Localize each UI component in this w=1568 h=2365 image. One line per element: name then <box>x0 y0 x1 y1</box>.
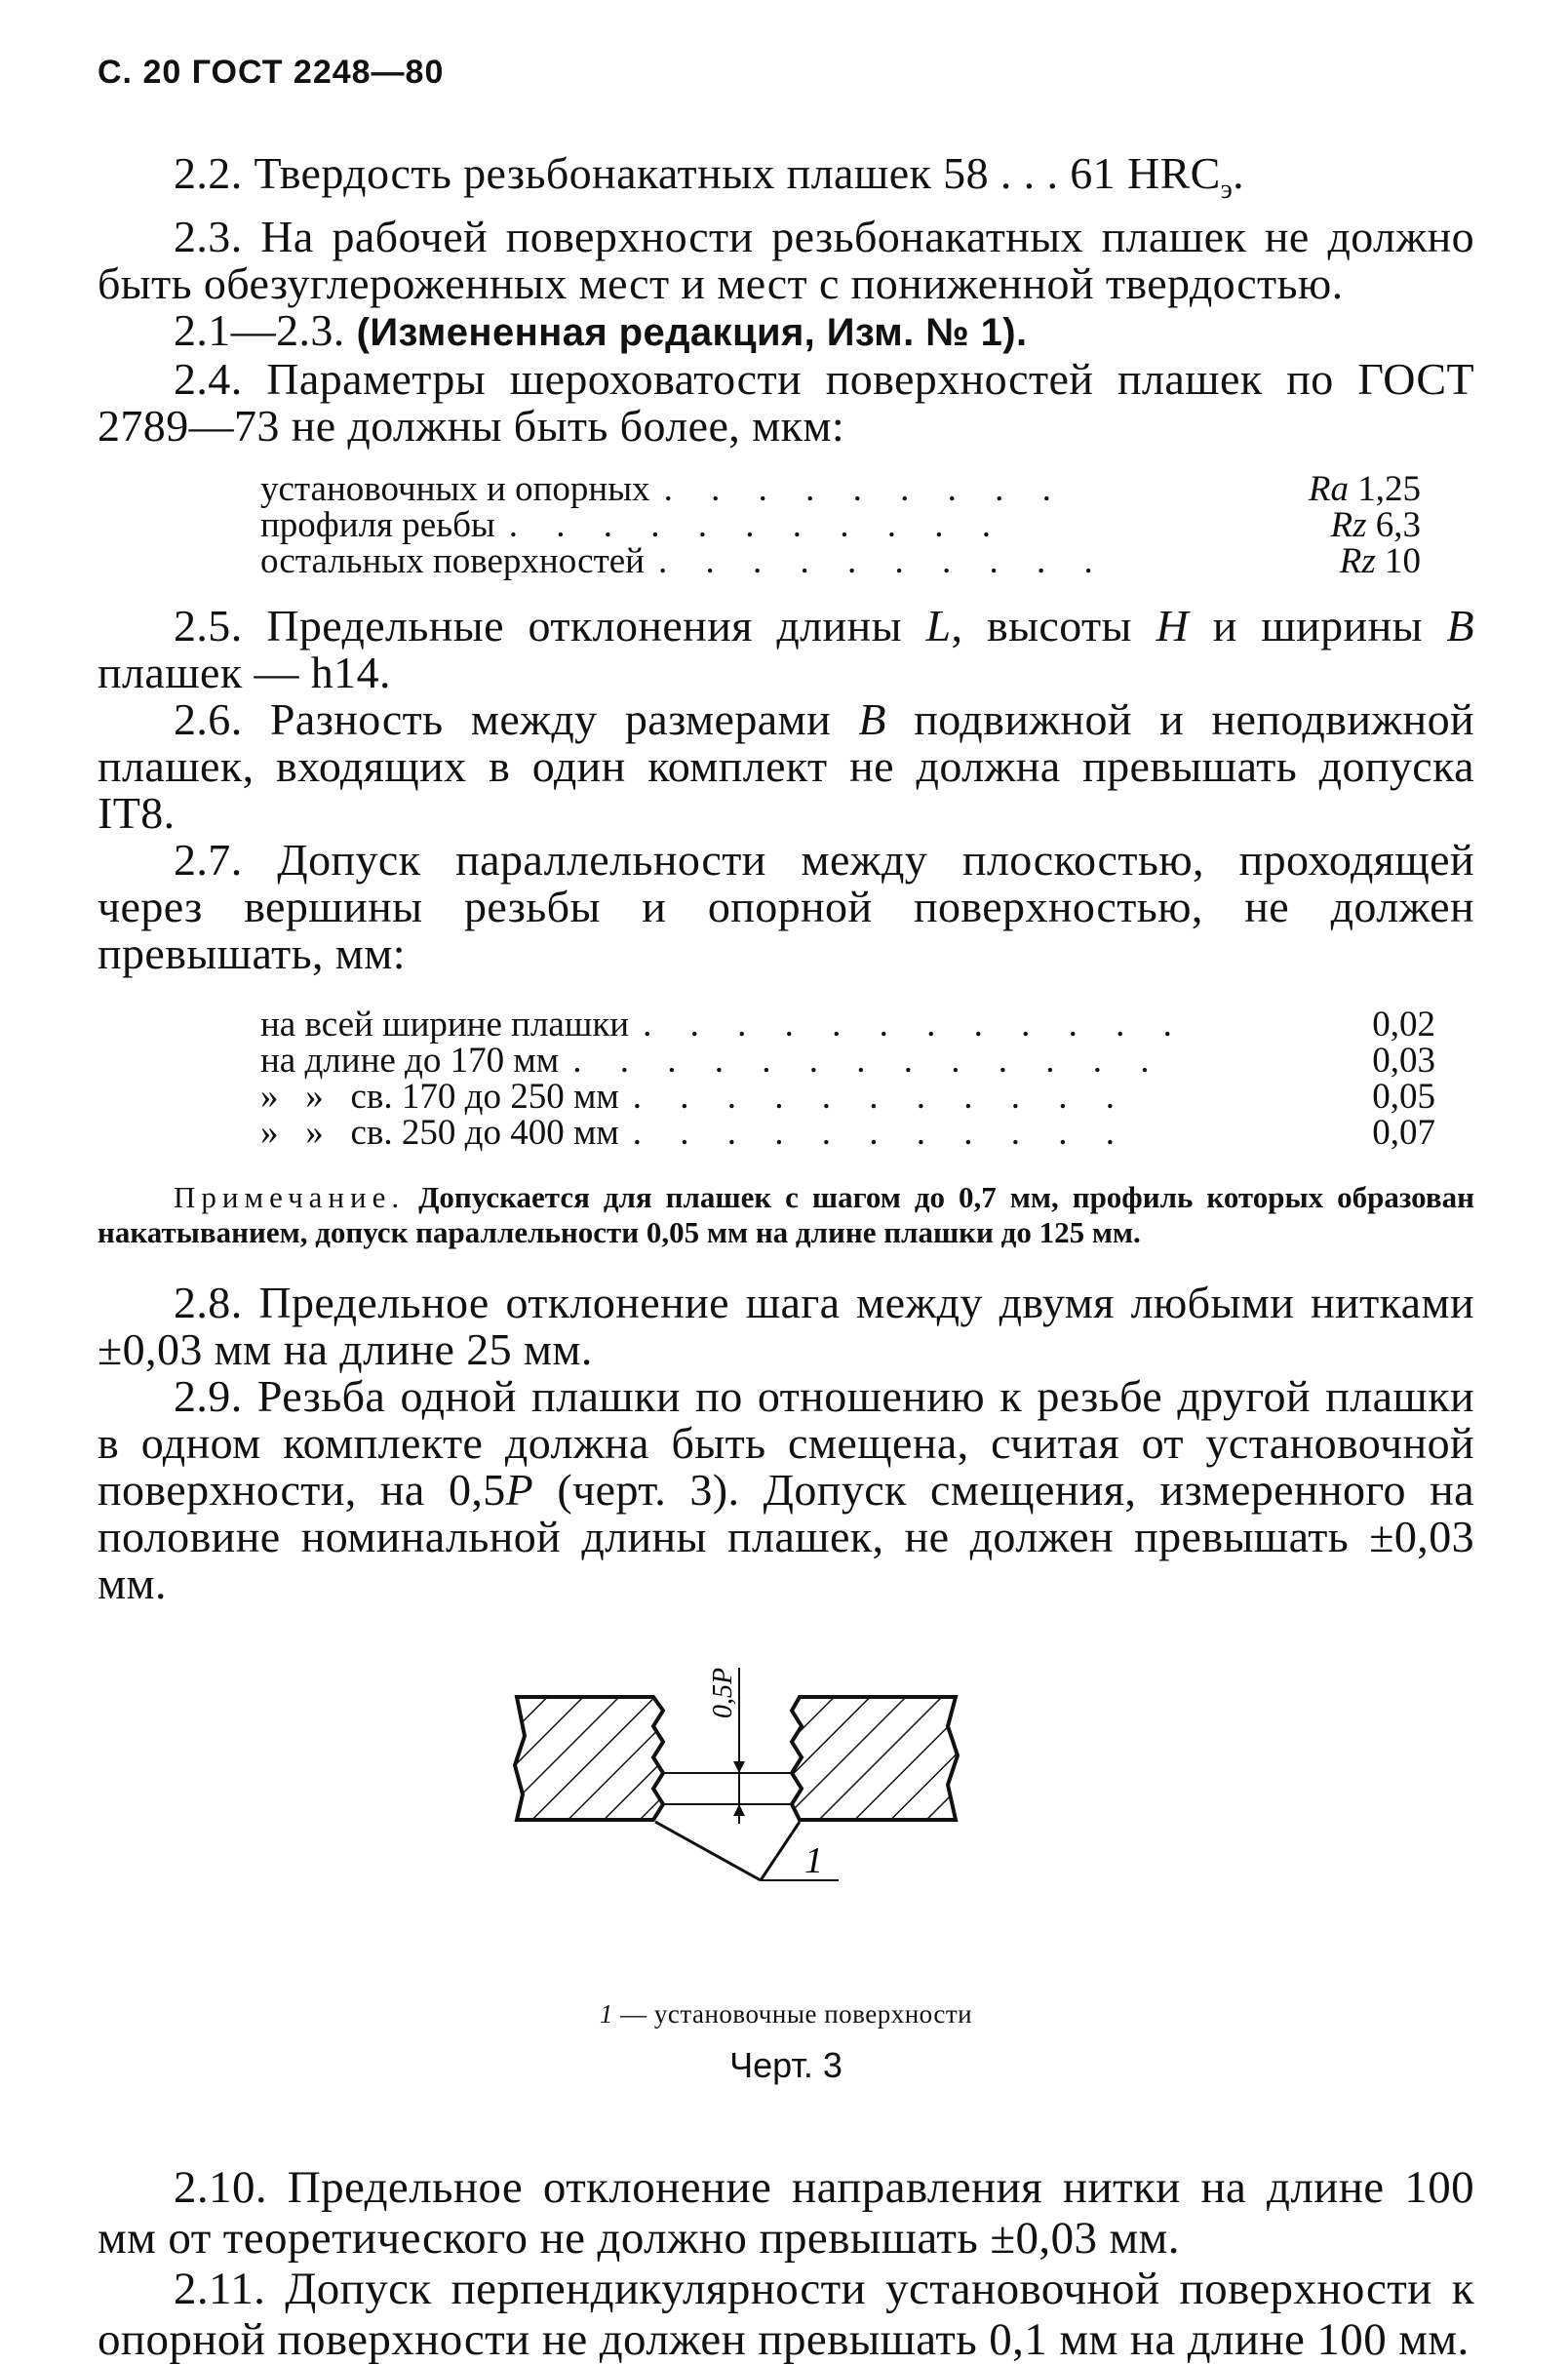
thread-offset-diagram <box>507 1629 1092 1902</box>
clause-2-10: 2.10. Предельное отклонение направления нитки на длине 100 мм от теоретического не должно превышать ±0,03 мм. <box>98 2162 1474 2265</box>
parallelism-row: » » св. 170 до 250 мм . . . . . . . . . . . 0,05 <box>260 1077 1435 1118</box>
roughness-list <box>260 469 1421 582</box>
figure-caption: 1 — установочные поверхности <box>599 1999 973 2030</box>
figure-title: Черт. 3 <box>729 2045 843 2086</box>
clause-2-7: 2.7. Допуск параллельности между плоскостью, проходящей через вершины резьбы и опорной поверхностью, не должен превышать, мм: <box>98 835 1474 979</box>
callout-1: 1 <box>804 1840 823 1882</box>
parallelism-row: на всей ширине плашки . . . . . . . . . . . . 0,02 <box>260 1005 1435 1045</box>
parallelism-list <box>260 1005 1435 1154</box>
roughness-row: остальных поверхностей . . . . . . . . . . Rz 10 <box>260 541 1421 582</box>
right-die <box>792 1697 958 1820</box>
clause-2-9: 2.9. Резьба одной плашки по отношению к резьбе другой плашки в одном комплекте должна быть смещена, считая от установочной поверхности, на 0,5P (черт. 3). Допуск смещения, измеренного на половине номинальной длины плашек, не должен превышать ±0,03 мм. <box>98 1371 1474 1609</box>
parallelism-row: » » св. 250 до 400 мм . . . . . . . . . . . 0,07 <box>260 1113 1435 1154</box>
clause-2-1-2-3: 2.1—2.3. (Измененная редакция, Изм. № 1). <box>174 305 1028 356</box>
drawing-3 <box>98 1629 1474 1999</box>
clause-2-3: 2.3. На рабочей поверхности резьбонакатных плашек не должно быть обезуглероженных мест и мест с пониженной твердостью. <box>98 212 1474 309</box>
clause-2-8: 2.8. Предельное отклонение шага между двумя любыми нитками ±0,03 мм на длине 25 мм. <box>98 1278 1474 1375</box>
clause-2-2: 2.2. Твердость резьбонакатных плашек 58 . . . 61 $HRC_э$. <box>174 148 1245 206</box>
roughness-row: установочных и опорных . . . . . . . . . Ra 1,25 <box>260 469 1421 510</box>
left-die <box>515 1697 663 1820</box>
page-header: С. 20 ГОСТ 2248—80 <box>98 54 445 91</box>
clause-2-5: 2.5. Предельные отклонения длины L, высоты H и ширины B плашек — h14. <box>98 601 1475 698</box>
clause-2-6: 2.6. Разность между размерами B подвижной и неподвижной плашек, входящих в один комплект не должна превышать допуска IT8. <box>98 694 1474 839</box>
parallelism-row: на длине до 170 мм . . . . . . . . . . . . . 0,03 <box>260 1041 1435 1082</box>
roughness-row: профиля реьбы . . . . . . . . . . . Rz 6,3 <box>260 505 1421 546</box>
clause-2-11: 2.11. Допуск перпендикулярности установочной поверхности к опорной поверхности не должен превышать 0,1 мм на длине 100 мм. <box>98 2264 1474 2365</box>
dim-label: 0,5P <box>708 1668 738 1719</box>
clause-2-4: 2.4. Параметры шероховатости поверхностей плашек по ГОСТ 2789—73 не должны быть более, мкм: <box>98 354 1474 452</box>
note: Примечание. Допускается для плашек с шагом до 0,7 мм, профиль которых образован накатыванием, допуск параллельности 0,05 мм на длине плашки до 125 мм. <box>98 1180 1474 1250</box>
